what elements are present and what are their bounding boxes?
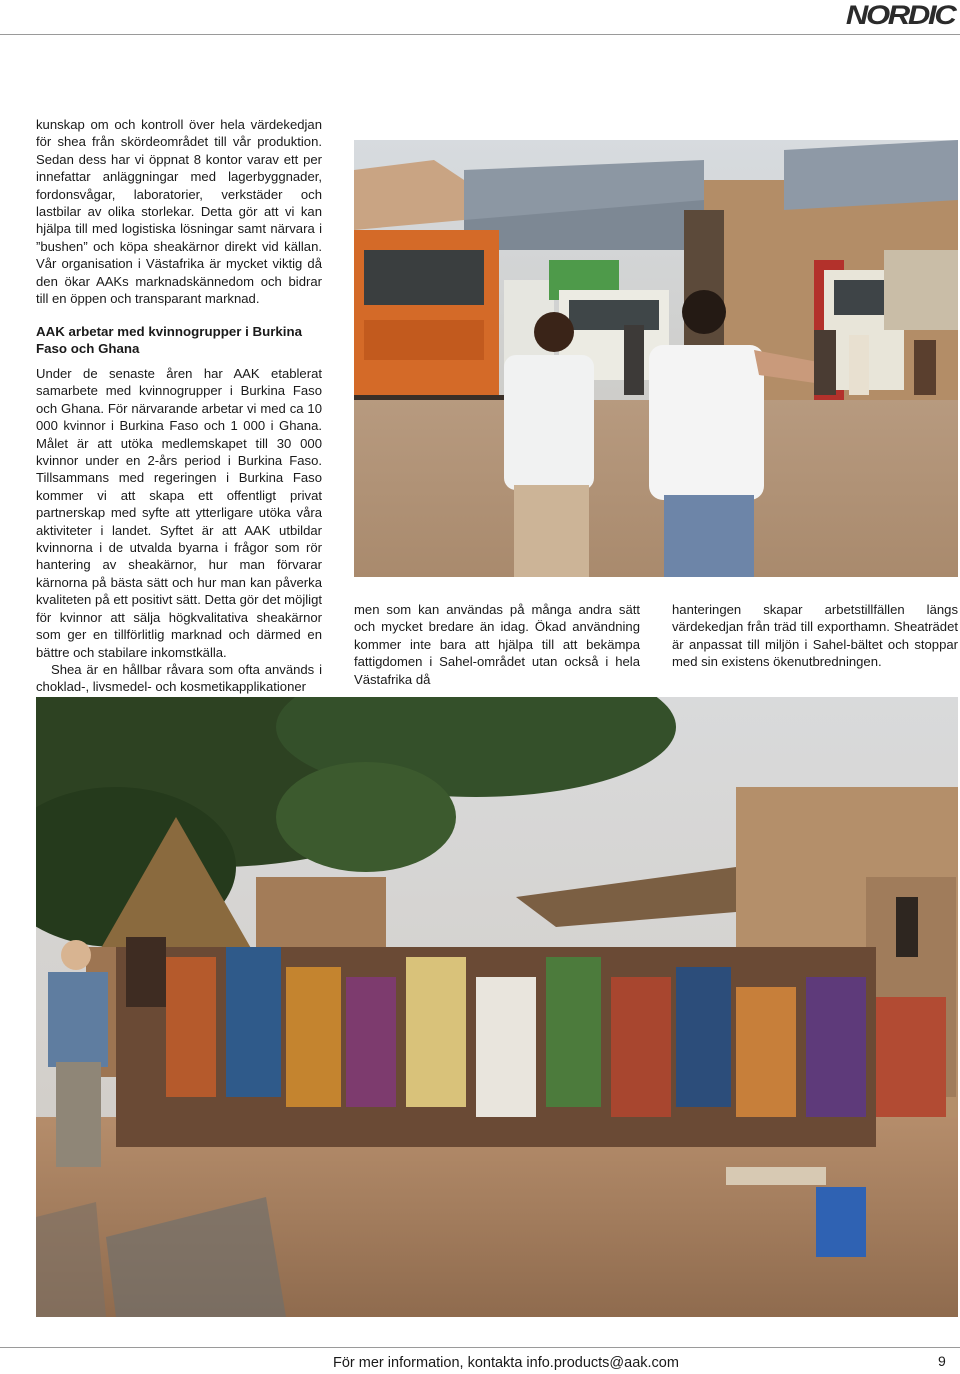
warehouse-trucks-photo [354, 140, 958, 577]
section-heading: AAK arbetar med kvinnogrupper i Burkina Faso och Ghana [36, 324, 302, 356]
intro-column [36, 116, 322, 307]
section-column [36, 324, 322, 696]
column-two-paragraph: men som kan användas på många andra sätt och mycket bredare än idag. Ökad användning kommer inte bara att hjälpa till att bekämpa fattigdomen i Sahel-området utan också i hela Västafrika då [354, 602, 640, 687]
brand-logo: NORDIC [845, 0, 954, 30]
header-divider [0, 34, 960, 35]
column-two [354, 601, 640, 688]
column-three [672, 601, 958, 671]
column-three-paragraph: hanteringen skapar arbetstillfällen längs värdekedjan från träd till exporthamn. Sheaträdet är anpassat till miljön i Sahel-bältet och stoppar med sin existens ökenutbredningen. [672, 602, 958, 670]
closing-paragraph: Shea är en hållbar råvara som ofta används i choklad-, livsmedel- och kosmetikapplikationer [36, 661, 322, 695]
footer-divider [0, 1347, 960, 1348]
page-number: 9 [938, 1353, 946, 1369]
womens-group-photo [36, 697, 958, 1317]
contact-info: För mer information, kontakta info.products@aak.com [333, 1355, 679, 1371]
section-paragraph: Under de senaste åren har AAK etablerat samarbete med kvinnogrupper i Burkina Faso och Ghana. För närvarande arbetar vi med ca 10 000 kvinnor i Burkina Faso och 1 000 i Ghana. Målet är att utöka medlemskapet till 30 000 kvinnor under en 2-års period i Burkina Faso. Tillsammans med regeringen i Burkina Faso kommer vi att skapa ett offentligt privat partnerskap med syfte att ytterligare utöka våra aktiviteter i landet. Syftet är att AAK utbildar kvinnorna i de utvalda byarna i frågor som rör hantering av sheakärnor, hur man förvarar kärnorna på bästa sätt och hur man kan påverka kvaliteten på ett positivt sätt. Detta gör det möjligt för kvinnor att sälja högkvalitativa sheakärnor som ger en tillförlitlig marknad och därmed en bättre och stabilare inkomstkälla. [36, 366, 322, 660]
intro-paragraph: kunskap om och kontroll över hela värdekedjan för shea från skördeområdet till vår produktion. Sedan dess har vi öppnat 8 kontor varav ett per innefattar anläggningar med lagerbyggnader, fordonsvågar, laboratorier, verkstäder och lastbilar av olika storlekar. Detta gör att vi kan hjälpa till med logistiska lösningar samt närvara i ”bushen” och köpa sheakärnor direkt vid källan. Vår organisation i Västafrika är mycket viktig då den ökar AAKs marknadskännedom och bidrar till en öppen och transparant marknad. [36, 117, 322, 307]
